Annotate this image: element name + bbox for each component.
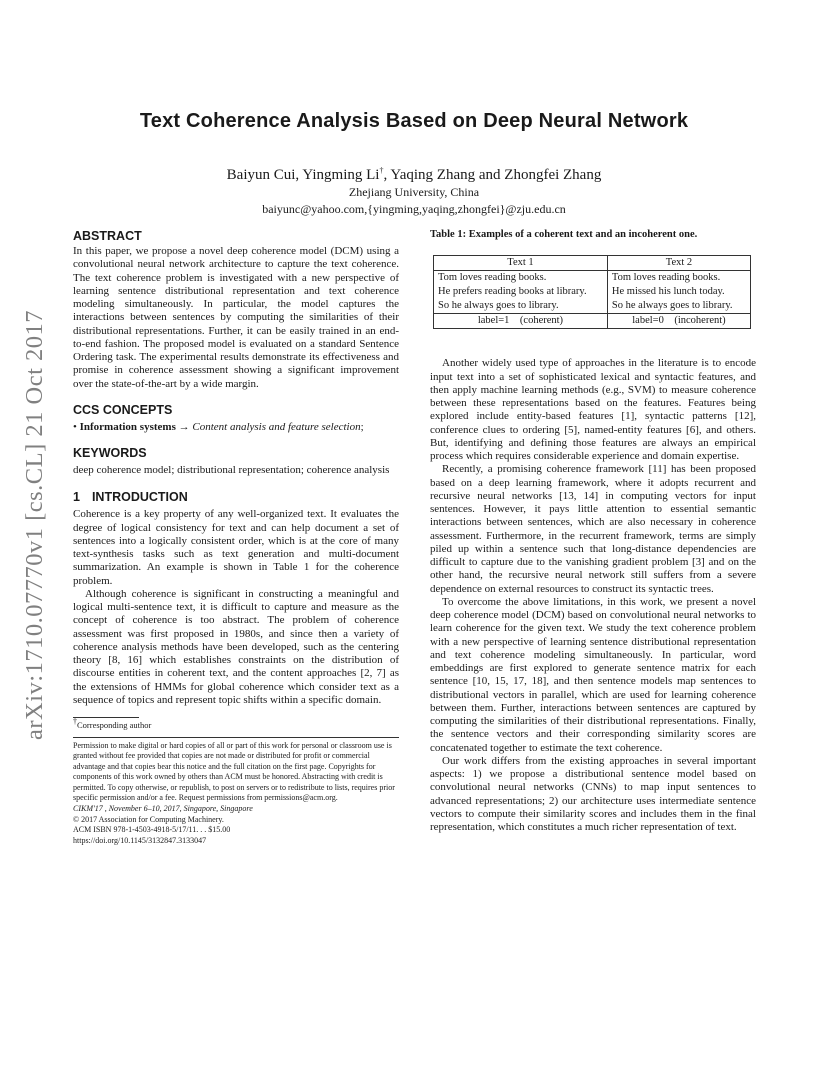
table-label-2: label=0 (incoherent) <box>607 314 750 329</box>
keywords-text: deep coherence model; distributional representation; coherence analysis <box>73 464 390 476</box>
intro-paragraph-2: Although coherence is significant in constructing a meaningful and logical multi-sentence text, it is difficult to capture and measure as the concept of coherence is too abstract. The problem of coherence assessment was first proposed in 1980s, and since then a variety of coherence analysis methods have been developed, such as the centering theory [8, 16] which establishes constraints on the distribution of discourse entities in coherent text, and the content approaches [2, 7] as the extensions of HMMs for global coherence which consider text as a sequence of topics and represent topic shifts within a specific domain. <box>73 587 399 706</box>
intro-paragraph-1: Coherence is a key property of any well-organized text. It evaluates the degree of logical consistency for text and can help document a set of sentences into a logically consistent order, which is at the core of many text-synthesis tasks such as text generation and multi-document summarization. An example is shown in Table 1 for the coherence problem. <box>73 508 399 587</box>
table-header-row <box>434 256 751 271</box>
table-cell: He missed his lunch today. <box>607 285 750 299</box>
ccs-bullet: • <box>73 420 77 433</box>
footnote-mark: † <box>73 717 77 727</box>
intro-paragraph-5: To overcome the above limitations, in this work, we present a novel deep coherence model (DCM) based on convolutional neural networks to learn coherence for the given text. We study the text coherence problem with a new perspective of learning sentence distributional representation and text coherence modeling simultaneously. In particular, word embeddings are first explored to generate sentence matrix for each sentence [10, 15, 17, 18], and then sentence models map sentences to distributional vectors in parallel, which are used for learning coherence between them. Further, interactions between sentences are captured by computing the similarities of their distributional representations. Finally, the sentence vectors and their corresponding similarity scores are concatenated together to estimate the text coherence. <box>430 595 756 754</box>
footnote <box>73 717 399 731</box>
table-row <box>434 299 751 314</box>
intro-paragraph-3: Another widely used type of approaches in the literature is to encode input text into a set of sophisticated lexical and syntactic features, and then apply machine learning methods (e.g., SVM) to measure coherence between these representations based on the features. Features being explored include entity-based features [1], syntactic patterns [12], conference clues to ordering [5], named-entity features [6], and others. But, identifying and defining those features are always an empirical process which requires considerable experience and domain expertise. <box>430 357 756 462</box>
footnote-rule <box>73 717 139 718</box>
paper-emails: baiyunc@yahoo.com,{yingming,yaqing,zhongfei}@zju.edu.cn <box>262 202 566 216</box>
intro-paragraph-4: Recently, a promising coherence framework [11] has been proposed based on a deep learning framework, where it adopts recurrent and recursive neural networks [13, 14] in computing vectors for input sentences. However, it pays little attention to essential semantic interactions between sentences, which are also necessary in coherence assessment. Furthermore, in the recurrent framework, terms are simply piled up within a sentence such that long-distance dependencies are difficult to capture due to the vanishing gradient problem [3] and on the other hand, the recursive neural network still suffers from a severe dependence on external resources to construct its syntactic trees. <box>430 463 756 595</box>
ccs-arrow: → <box>178 420 190 433</box>
table-cell: So he always goes to library. <box>607 299 750 314</box>
table-cell: He prefers reading books at library. <box>434 285 608 299</box>
ccs-concepts <box>73 421 399 434</box>
table-row <box>434 271 751 286</box>
ccs-heading: CCS CONCEPTS <box>73 402 173 417</box>
paper-authors <box>0 167 828 184</box>
table-1-caption: Table 1: Examples of a coherent text and an incoherent one. <box>430 229 698 240</box>
arxiv-id: arXiv:1710.07770v1 [cs.CL] 21 Oct 2017 <box>21 310 48 740</box>
intro-title: INTRODUCTION <box>91 490 188 505</box>
table-label-1: label=1 (coherent) <box>434 314 608 329</box>
paper-affiliation: Zhejiang University, China <box>348 185 480 199</box>
footnote-text: Corresponding author <box>77 720 152 730</box>
ccs-end: ; <box>360 420 364 433</box>
right-column <box>430 228 756 834</box>
table-row <box>434 285 751 299</box>
table-header-text-2: Text 2 <box>607 256 750 271</box>
ccs-concept: Content analysis and feature selection <box>192 420 361 433</box>
abstract-heading: ABSTRACT <box>73 229 142 243</box>
permission-rule <box>73 737 399 738</box>
intro-heading <box>73 489 399 505</box>
intro-paragraph-6: Our work differs from the existing approaches in several important aspects: 1) we propose a distributional sentence model based on convolutional neural networks (CNNs) to map input sentences to advanced representations; 2) our architecture uses intermediate sentence vectors to compute their similarity scores and includes them in the final representation, which constitutes a much richer representation of text. <box>430 754 756 833</box>
dagger-mark: † <box>379 166 384 175</box>
conference-info: CIKM'17 , November 6–10, 2017, Singapore, Singapore <box>73 804 253 814</box>
table-cell: Tom loves reading books. <box>434 271 608 286</box>
table-label-row <box>434 314 751 329</box>
permission-block <box>73 741 399 847</box>
table-cell: Tom loves reading books. <box>607 271 750 286</box>
table-cell: So he always goes to library. <box>434 299 608 314</box>
isbn-line: ACM ISBN 978-1-4503-4918-5/17/11. . . $15.00 <box>73 825 231 835</box>
paper-title: Text Coherence Analysis Based on Deep Neural Network <box>139 110 689 132</box>
copyright-line: © 2017 Association for Computing Machinery. <box>73 814 224 824</box>
doi-line: https://doi.org/10.1145/3132847.3133047 <box>73 835 207 845</box>
intro-number: 1 <box>73 490 80 505</box>
abstract-text: In this paper, we propose a novel deep coherence model (DCM) using a convolutional neural network architecture to capture the text coherence. The text coherence problem is investigated with a new perspective of learning sentence distributional representation and text coherence modeling simultaneously. In particular, the model captures the interactions between sentences by computing the similarities of their distributional representations. Further, it can be easily trained in an end-to-end fashion. The proposed model is evaluated on a standard Sentence Ordering task. The experimental results demonstrate its effectiveness and promise in coherence assessment showing a significant improvement over the state-of-the-art by a wide margin. <box>73 245 399 390</box>
arxiv-stamp <box>18 290 52 760</box>
keywords-heading: KEYWORDS <box>73 446 147 460</box>
authors-before: Baiyun Cui, Yingming Li <box>226 167 380 183</box>
left-column <box>73 228 399 846</box>
table-header-text-1: Text 1 <box>434 256 608 271</box>
ccs-category: Information systems <box>79 420 176 433</box>
table-1 <box>433 255 751 329</box>
authors-after: , Yaqing Zhang and Zhongfei Zhang <box>383 167 602 183</box>
permission-text: Permission to make digital or hard copies of all or part of this work for personal or classroom use is granted without fee provided that copies are not made or distributed for profit or commercial advantage and that copies bear this notice and the full citation on the first page. Copyrights for components of this work owned by others than ACM must be honored. Abstracting with credit is permitted. To copy otherwise, or republish, to post on servers or to redistribute to lists, requires prior specific permission and/or a fee. Request permissions from permissions@acm.org. <box>73 740 395 803</box>
